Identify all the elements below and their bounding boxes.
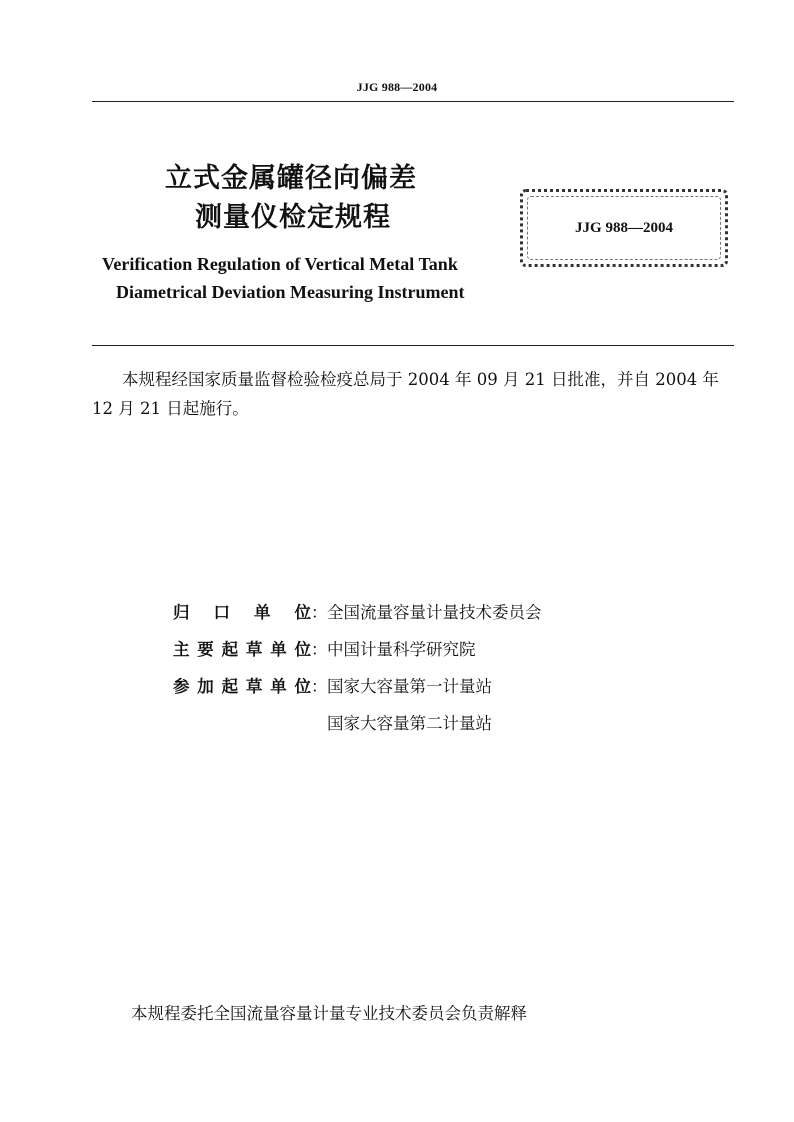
unit-value: 国家大容量第二计量站	[327, 714, 492, 733]
drafting-units-list	[173, 594, 542, 742]
unit-value: 中国计量科学研究院	[327, 640, 476, 659]
header-standard-code: JJG 988—2004	[356, 80, 438, 94]
standard-code-stamp	[520, 189, 728, 267]
unit-label: 参加起草单位	[173, 677, 311, 696]
unit-colon: ：	[311, 603, 328, 622]
unit-row-participating-drafter	[173, 668, 542, 705]
unit-colon: ：	[311, 677, 328, 696]
title-divider	[92, 345, 734, 346]
unit-row-responsible	[173, 594, 542, 631]
header-divider	[92, 101, 734, 102]
title-english-line-1: Verification Regulation of Vertical Metal Tank	[102, 254, 458, 274]
unit-label: 主要起草单位	[173, 640, 311, 659]
unit-label: 归口单位	[173, 603, 311, 622]
interpretation-note: 本规程委托全国流量容量计量专业技术委员会负责解释	[131, 1004, 527, 1023]
title-english-line-2: Diametrical Deviation Measuring Instrument	[116, 282, 465, 302]
title-chinese-line-1: 立式金属罐径向偏差	[165, 163, 417, 194]
unit-value: 全国流量容量计量技术委员会	[327, 603, 542, 622]
unit-colon: ：	[311, 640, 328, 659]
unit-row-participating-drafter-2	[173, 705, 542, 742]
unit-value: 国家大容量第一计量站	[327, 677, 492, 696]
title-chinese-line-2: 测量仪检定规程	[195, 202, 391, 233]
approval-statement: 本规程经国家质量监督检验检疫总局于 2004 年 09 月 21 日批准，并自 2004 年 12 月 21 日起施行。	[92, 370, 719, 418]
unit-row-main-drafter	[173, 631, 542, 668]
stamp-code-text: JJG 988—2004	[575, 220, 673, 236]
